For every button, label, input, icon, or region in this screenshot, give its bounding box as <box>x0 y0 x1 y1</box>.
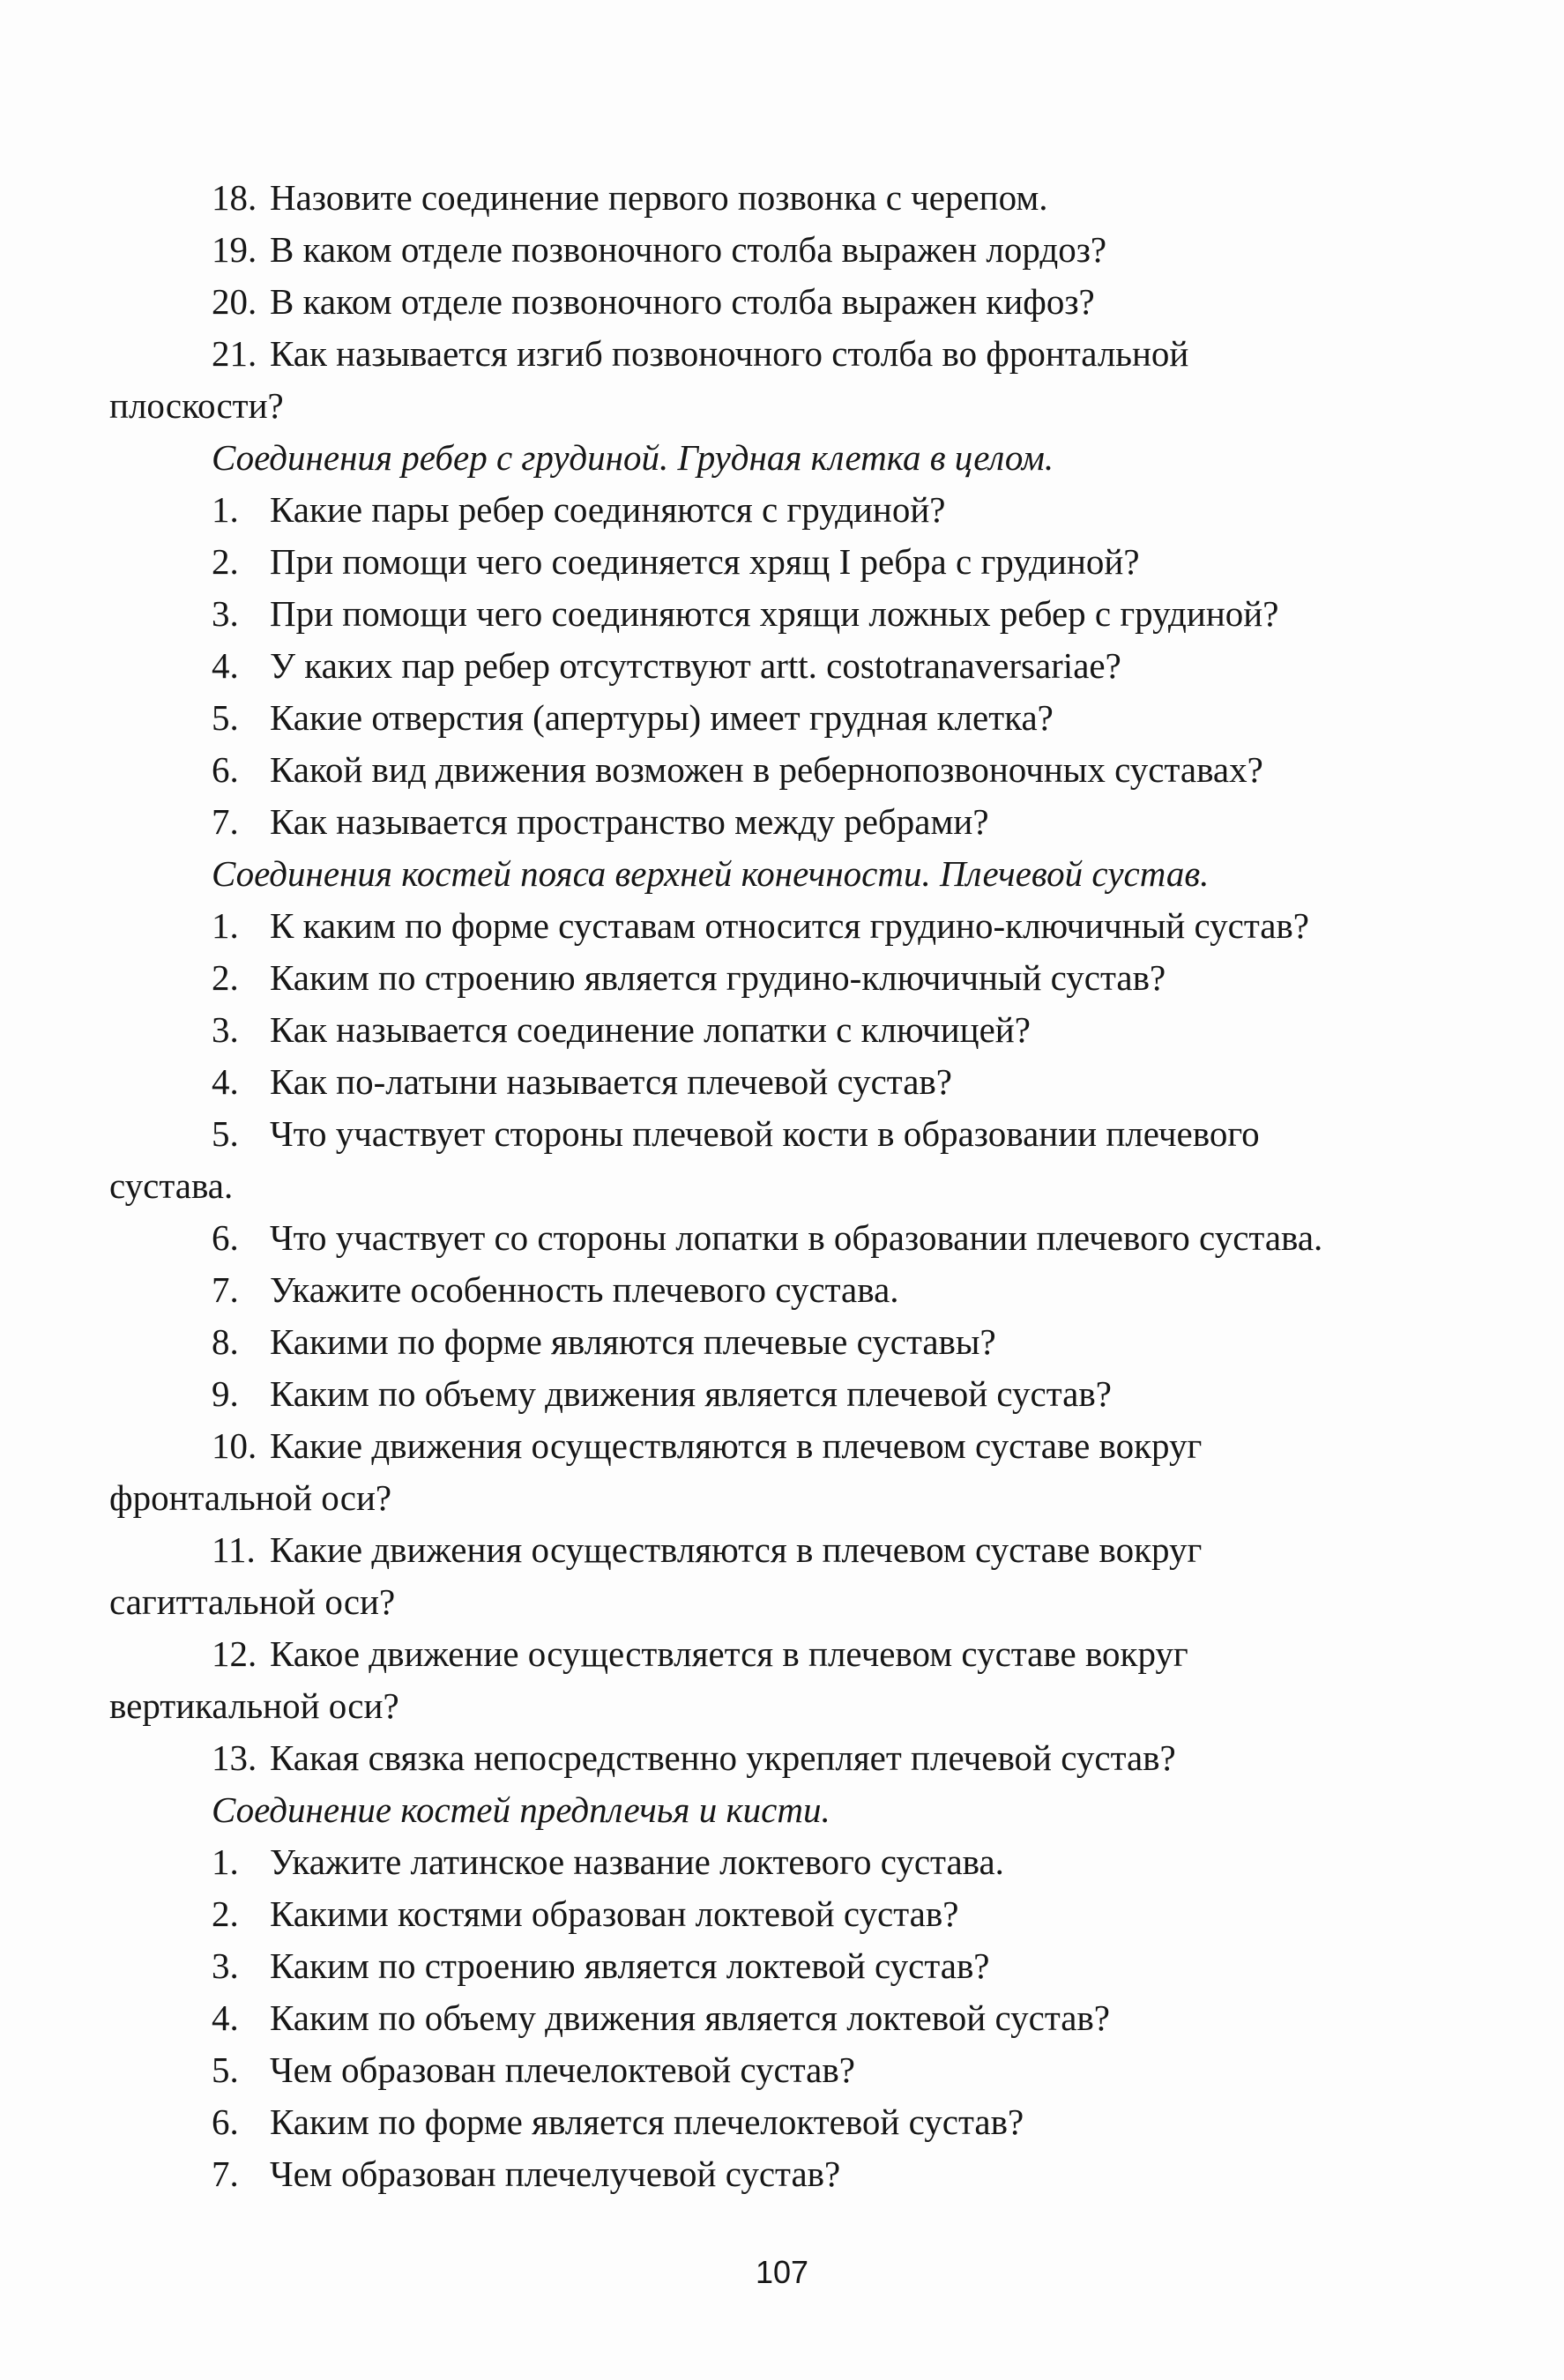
question-text: Как называется пространство между ребрами? <box>270 801 989 842</box>
question-number: 6. <box>212 1217 239 1258</box>
question-number: 1. <box>212 489 239 530</box>
question-text: Укажите особенность плечевого сустава. <box>270 1269 899 1310</box>
question-text: Какими костями образован локтевой сустав? <box>270 1893 959 1934</box>
question-text: Какие движения осуществляются в плечевом суставе вокруг <box>270 1425 1203 1466</box>
question-text: Каким по форме является плечелоктевой сустав? <box>270 2101 1024 2142</box>
question-text: Какие отверстия (апертуры) имеет грудная клетка? <box>270 697 1054 738</box>
question-text: Назовите соединение первого позвонка с черепом. <box>270 177 1048 218</box>
question-number: 20. <box>212 281 257 322</box>
question-text: Каким по объему движения является плечевой сустав? <box>270 1373 1112 1414</box>
question-text: К каким по форме суставам относится грудино-ключичный сустав? <box>270 905 1309 946</box>
question-text: Какая связка непосредственно укрепляет плечевой сустав? <box>270 1737 1176 1778</box>
question-number: 4. <box>212 1061 239 1102</box>
question-number: 3. <box>212 593 239 634</box>
question-number: 7. <box>212 801 239 842</box>
question-text: Чем образован плечелучевой сустав? <box>270 2153 841 2194</box>
question-text-continuation: сагиттальной оси? <box>109 1581 396 1622</box>
question-number: 6. <box>212 2101 239 2142</box>
question-text: Какие пары ребер соединяются с грудиной? <box>270 489 946 530</box>
question-text: Чем образован плечелоктевой сустав? <box>270 2049 855 2090</box>
question-text-continuation: вертикальной оси? <box>109 1685 399 1726</box>
question-number: 4. <box>212 1997 239 2038</box>
question-text: Какой вид движения возможен в ребернопозвоночных суставах? <box>270 749 1263 790</box>
question-number: 18. <box>212 177 257 218</box>
question-text: При помощи чего соединяются хрящи ложных ребер с грудиной? <box>270 593 1279 634</box>
question-text: Каким по объему движения является локтевой сустав? <box>270 1997 1110 2038</box>
question-number: 5. <box>212 1113 239 1154</box>
question-text: Как называется соединение лопатки с ключицей? <box>270 1009 1031 1050</box>
question-number: 6. <box>212 749 239 790</box>
question-number: 5. <box>212 2049 239 2090</box>
question-number: 7. <box>212 2153 239 2194</box>
question-text: Как по-латыни называется плечевой сустав? <box>270 1061 952 1102</box>
question-number: 2. <box>212 957 239 998</box>
question-number: 2. <box>212 541 239 582</box>
question-text: Какие движения осуществляются в плечевом суставе вокруг <box>270 1529 1203 1570</box>
question-text-continuation: сустава. <box>109 1165 234 1206</box>
question-text: Какое движение осуществляется в плечевом суставе вокруг <box>270 1633 1188 1674</box>
section-heading: Соединения костей пояса верхней конечности. Плечевой сустав. <box>212 853 1210 894</box>
question-number: 2. <box>212 1893 239 1934</box>
question-number: 21. <box>212 333 257 374</box>
question-text: Каким по строению является локтевой сустав? <box>270 1945 990 1986</box>
question-text: В каком отделе позвоночного столба выражен лордоз? <box>270 229 1107 270</box>
section-heading: Соединение костей предплечья и кисти. <box>212 1789 830 1830</box>
section-heading: Соединения ребер с грудиной. Грудная клетка в целом. <box>212 437 1054 478</box>
question-number: 4. <box>212 645 239 686</box>
page-number: 107 <box>755 2254 809 2290</box>
question-number: 5. <box>212 697 239 738</box>
question-text: Как называется изгиб позвоночного столба во фронтальной <box>270 333 1189 374</box>
question-text: Каким по строению является грудино-ключичный сустав? <box>270 957 1166 998</box>
question-number: 10. <box>212 1425 257 1466</box>
question-number: 1. <box>212 1841 239 1882</box>
question-number: 8. <box>212 1321 239 1362</box>
question-text: Что участвует стороны плечевой кости в образовании плечевого <box>270 1113 1260 1154</box>
question-number: 9. <box>212 1373 239 1414</box>
question-text: Какими по форме являются плечевые суставы? <box>270 1321 996 1362</box>
question-number: 19. <box>212 229 257 270</box>
question-number: 12. <box>212 1633 257 1674</box>
question-text: У каких пар ребер отсутствуют artt. costotranaversariae? <box>270 645 1121 686</box>
question-text: Укажите латинское название локтевого сустава. <box>270 1841 1004 1882</box>
question-number: 3. <box>212 1945 239 1986</box>
question-text: В каком отделе позвоночного столба выражен кифоз? <box>270 281 1095 322</box>
question-number: 13. <box>212 1737 257 1778</box>
question-text-continuation: плоскости? <box>109 385 284 426</box>
question-number: 7. <box>212 1269 239 1310</box>
question-number: 11. <box>212 1529 256 1570</box>
question-text: Что участвует со стороны лопатки в образовании плечевого сустава. <box>270 1217 1323 1258</box>
question-text: При помощи чего соединяется хрящ I ребра с грудиной? <box>270 541 1140 582</box>
question-text-continuation: фронтальной оси? <box>109 1477 392 1518</box>
question-number: 1. <box>212 905 239 946</box>
question-number: 3. <box>212 1009 239 1050</box>
